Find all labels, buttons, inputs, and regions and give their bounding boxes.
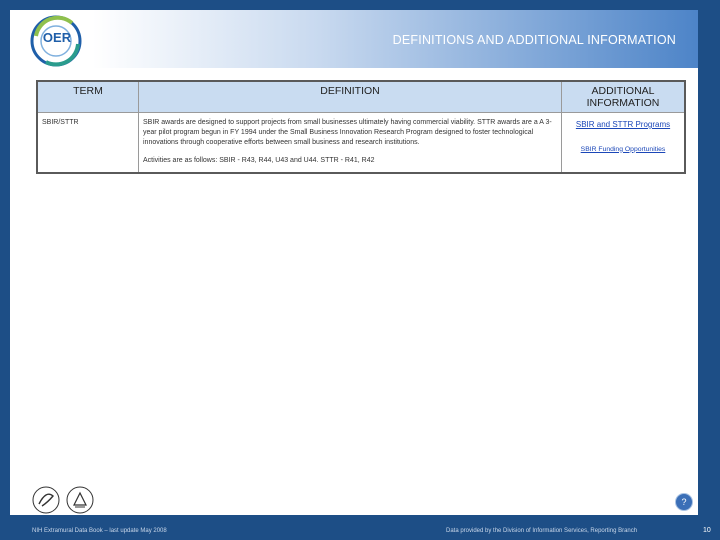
sbir-funding-opportunities-link[interactable]: SBIR Funding Opportunities <box>580 145 666 153</box>
column-header-definition: DEFINITION <box>139 81 562 113</box>
hhs-seal-icon <box>33 487 59 513</box>
definitions-table <box>36 80 686 174</box>
slide-frame <box>10 10 698 515</box>
help-nav-button[interactable]: ? <box>675 493 693 511</box>
column-header-additional-info: ADDITIONAL INFORMATION <box>562 81 686 113</box>
page-number: 10 <box>703 527 711 534</box>
table-row <box>37 113 685 173</box>
sbir-sttr-programs-link[interactable]: SBIR and STTR Programs <box>575 120 671 129</box>
header-banner <box>10 10 698 68</box>
term-cell: SBIR/STTR <box>37 113 139 173</box>
activities-note: Activities are as follows: SBIR - R43, R44, U43 and U44. STTR - R41, R42 <box>143 157 375 165</box>
column-header-term: TERM <box>37 81 139 113</box>
footer-data-credit: Data provided by the Division of Information Services, Reporting Branch <box>446 528 638 534</box>
definition-text: SBIR awards are designed to support projects from small businesses ultimately having commercial viability. STTR awards are a A 3-year pilot program begun in FY 1994 under the Small Business Innovation Research Program designed to foster technological innovations through cooperative efforts between small business and research institutions. <box>143 119 552 147</box>
definition-cell <box>139 113 562 173</box>
nih-seal-icon <box>67 487 93 513</box>
additional-info-cell <box>562 113 686 173</box>
page-title: DEFINITIONS AND ADDITIONAL INFORMATION <box>392 33 676 47</box>
hhs-nih-seals <box>30 480 110 520</box>
footer-source-note: NIH Extramural Data Book – last update May 2008 <box>32 528 167 534</box>
logo-text: OER <box>42 30 72 45</box>
table-header-row <box>37 81 685 113</box>
